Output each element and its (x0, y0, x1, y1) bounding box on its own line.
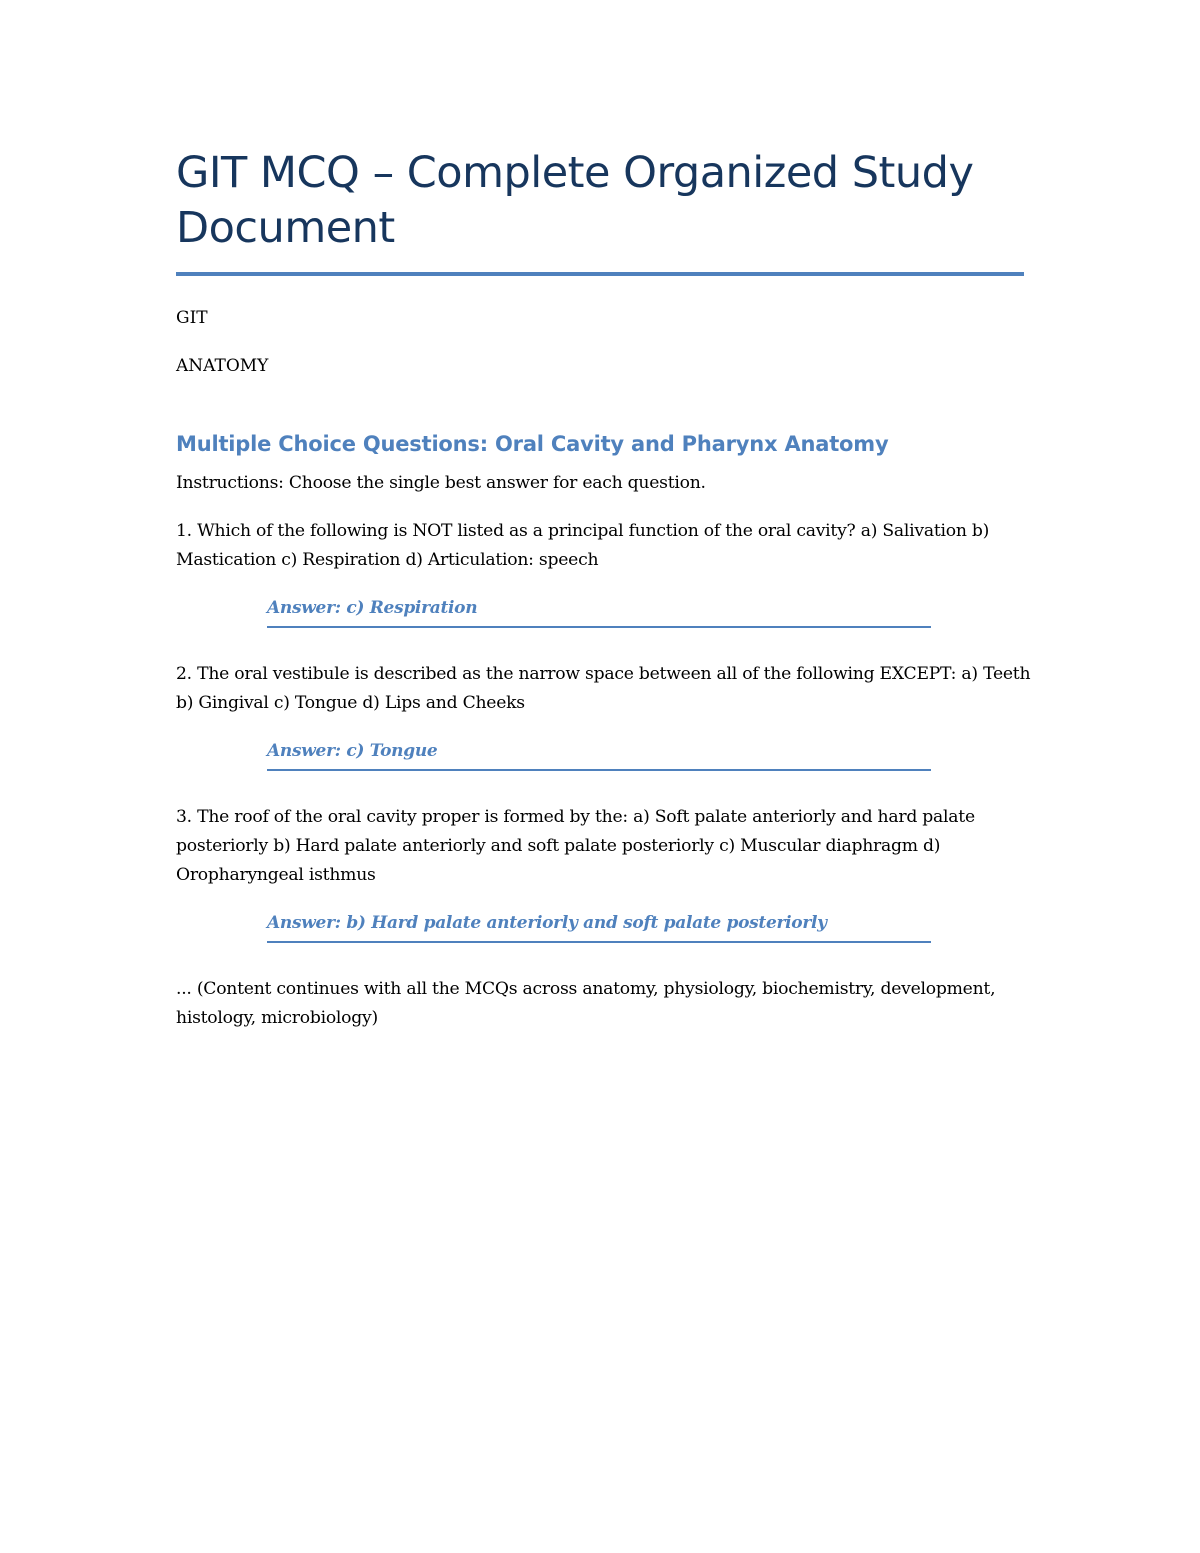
question-3-answer: Answer: b) Hard palate anteriorly and soft palate posteriorly (267, 911, 931, 943)
title-block (176, 146, 1024, 256)
question-2-text: 2. The oral vestibule is described as the narrow space between all of the following EXCEPT: a) Teeth b) Gingival c) Tongue d) Lips and Cheeks (176, 664, 1031, 713)
question-2-answer: Answer: c) Tongue (267, 739, 931, 771)
document-title: GIT MCQ – Complete Organized Study Document (176, 148, 974, 253)
continuation-note: ... (Content continues with all the MCQs across anatomy, physiology, biochemistry, development, histology, microbiology) (176, 979, 996, 1028)
topic-label: ANATOMY (176, 356, 269, 376)
question-3-text: 3. The roof of the oral cavity proper is formed by the: a) Soft palate anteriorly and hard palate posteriorly b) Hard palate anteriorly and soft palate posteriorly c) Muscular diaphragm d) Oropharyngeal isthmus (176, 807, 975, 885)
instructions-text: Instructions: Choose the single best answer for each question. (176, 473, 706, 493)
section-heading: Multiple Choice Questions: Oral Cavity and Pharynx Anatomy (176, 432, 889, 456)
question-1-answer: Answer: c) Respiration (267, 596, 931, 628)
subject-label: GIT (176, 308, 208, 328)
title-underline (176, 272, 1024, 276)
question-1-text: 1. Which of the following is NOT listed as a principal function of the oral cavity? a) Salivation b) Mastication c) Respiration d) Articulation: speech (176, 521, 990, 570)
